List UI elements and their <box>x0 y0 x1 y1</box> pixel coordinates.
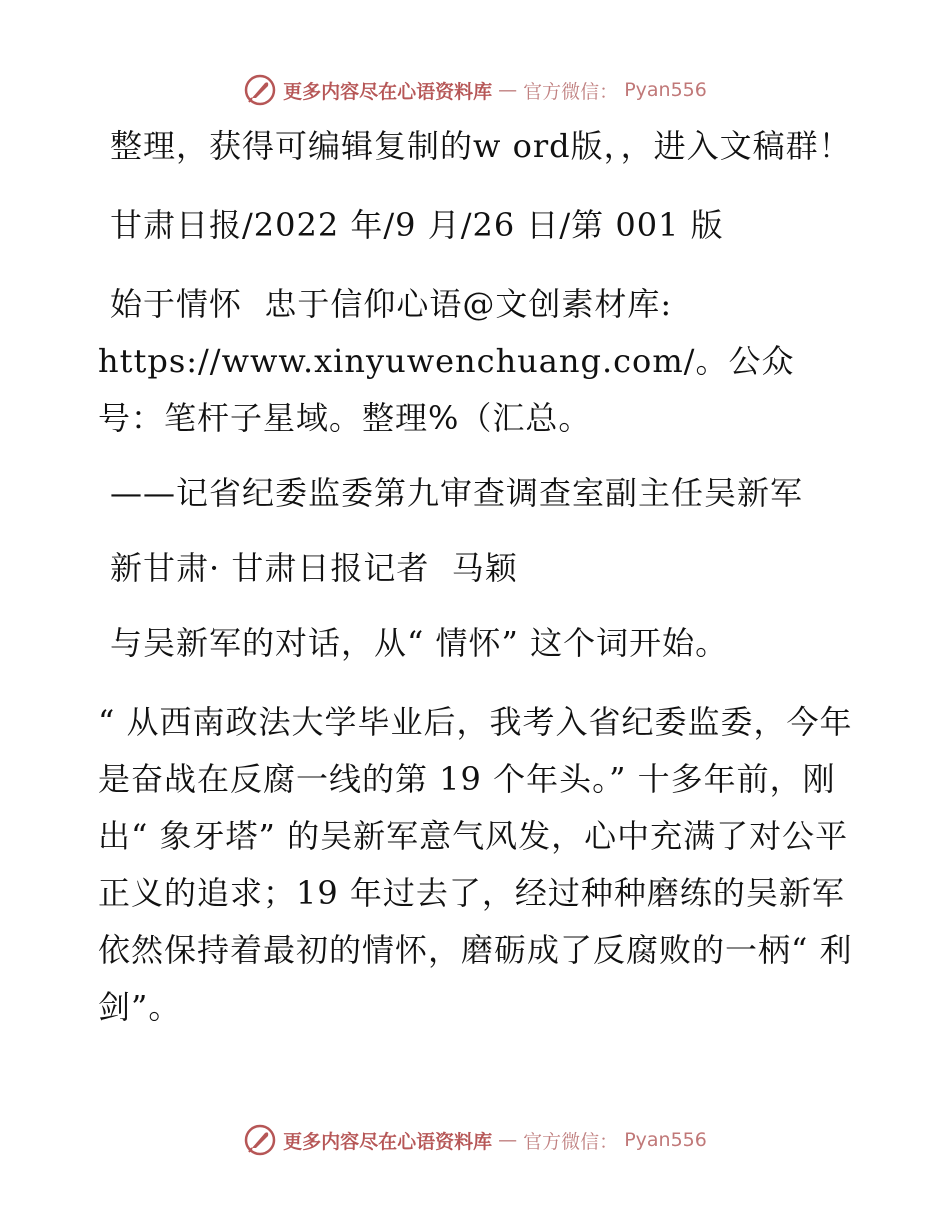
paragraph-lead: 与吴新军的对话，从“ 情怀” 这个词开始。 <box>110 624 729 662</box>
watermark-dash: — <box>498 1129 518 1151</box>
paragraph-headline: 始于情怀 忠于信仰心语@文创素材库: <box>110 285 673 323</box>
document-body <box>98 118 858 1036</box>
feather-pen-logo-icon <box>243 73 277 107</box>
watermark-dash: — <box>498 79 518 101</box>
paragraph-byline: 新甘肃· 甘肃日报记者 马颖 <box>110 549 518 587</box>
paragraph-subtitle: ——记省纪委监委第九审查调查室副主任吴新军 <box>110 474 804 512</box>
paragraph-body: “ 从西南政法大学毕业后，我考入省纪委监委，今年是奋战在反腐一线的第 19 个年头。” 十多年前，刚出“ 象牙塔” 的吴新军意气风发，心中充满了对公平正义的追求；19 年过去了，经过种种磨练的吴新军依然保持着最初的情怀，磨砺成了反腐败的一柄“ 利剑”。 <box>98 703 853 1026</box>
watermark-wechat-label: 官方微信： <box>523 1130 619 1153</box>
watermark-wechat-label: 官方微信： <box>523 80 619 103</box>
watermark-brand-text: 更多内容尽在心语资料库 <box>283 1130 493 1153</box>
feather-pen-logo-icon <box>243 1123 277 1157</box>
watermark-brand-text: 更多内容尽在心语资料库 <box>283 80 493 103</box>
paragraph-website-note: https://www.xinyuwenchuang.com/。公众号：笔杆子星域。整理%（汇总。 <box>98 342 795 437</box>
paragraph-intro-note: 整理，获得可编辑复制的w ord版，，进入文稿群！ <box>110 127 852 165</box>
footer-watermark <box>0 1120 950 1160</box>
watermark-wechat-id: Pyan556 <box>624 79 707 101</box>
header-watermark <box>0 70 950 110</box>
paragraph-source-line: 甘肃日报/2022 年/9 月/26 日/第 001 版 <box>110 206 724 244</box>
watermark-wechat-id: Pyan556 <box>624 1129 707 1151</box>
